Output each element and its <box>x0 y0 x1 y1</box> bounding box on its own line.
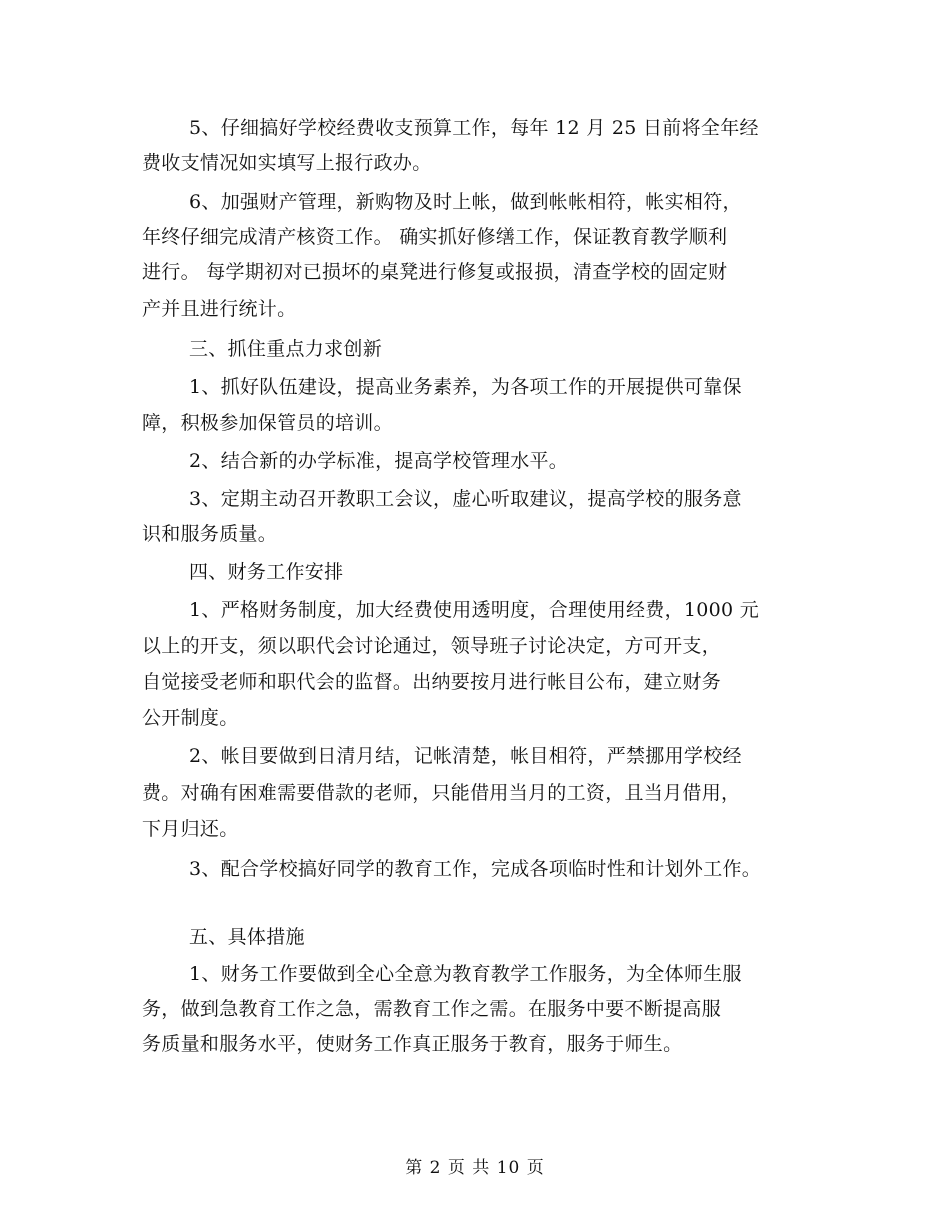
paragraph-line: 产并且进行统计。 <box>142 298 297 320</box>
paragraph-line: 6、加强财产管理，新购物及时上帐，做到帐帐相符，帐实相符， <box>189 191 742 213</box>
paragraph-line: 务，做到急教育工作之急，需教育工作之需。在服务中要不断提高服 <box>142 998 722 1020</box>
paragraph-line: 务质量和服务水平，使财务工作真正服务于教育，服务于师生。 <box>142 1033 683 1055</box>
paragraph-line: 2、结合新的办学标准，提高学校管理水平。 <box>189 450 569 472</box>
paragraph-line: 3、定期主动召开教职工会议，虚心听取建议，提高学校的服务意 <box>189 488 742 510</box>
paragraph-line: 公开制度。 <box>142 707 239 729</box>
paragraph-line: 1、抓好队伍建设，提高业务素养，为各项工作的开展提供可靠保 <box>189 376 742 398</box>
paragraph-line: 费收支情况如实填写上报行政办。 <box>142 152 432 174</box>
paragraph-line: 2、帐目要做到日清月结，记帐清楚，帐目相符，严禁挪用学校经 <box>189 745 742 767</box>
section-heading: 三、抓住重点力求创新 <box>189 338 383 360</box>
paragraph-line: 进行。 每学期初对已损坏的桌凳进行修复或报损，清查学校的固定财 <box>142 261 728 283</box>
paragraph-line: 3、配合学校搞好同学的教育工作，完成各项临时性和计划外工作。 <box>189 858 762 880</box>
paragraph-line: 下月归还。 <box>142 818 239 840</box>
section-heading: 五、具体措施 <box>189 926 305 948</box>
paragraph-line: 1、严格财务制度，加大经费使用透明度，合理使用经费，1000 元 <box>189 599 760 621</box>
paragraph-line: 自觉接受老师和职代会的监督。出纳要按月进行帐目公布，建立财务 <box>142 671 722 693</box>
paragraph-line: 1、财务工作要做到全心全意为教育教学工作服务，为全体师生服 <box>189 963 742 985</box>
page-number: 第 2 页 共 10 页 <box>405 1158 545 1178</box>
paragraph-line: 障，积极参加保管员的培训。 <box>142 412 393 434</box>
paragraph-line: 费。对确有困难需要借款的老师，只能借用当月的工资，且当月借用， <box>142 782 741 804</box>
paragraph-line: 识和服务质量。 <box>142 523 278 545</box>
paragraph-line: 以上的开支，须以职代会讨论通过，领导班子讨论决定，方可开支， <box>142 635 722 657</box>
paragraph-line: 5、仔细搞好学校经费收支预算工作，每年 12 月 25 日前将全年经 <box>189 117 759 139</box>
paragraph-line: 年终仔细完成清产核资工作。 确实抓好修缮工作，保证教育教学顺利 <box>142 226 728 248</box>
section-heading: 四、财务工作安排 <box>189 561 344 583</box>
